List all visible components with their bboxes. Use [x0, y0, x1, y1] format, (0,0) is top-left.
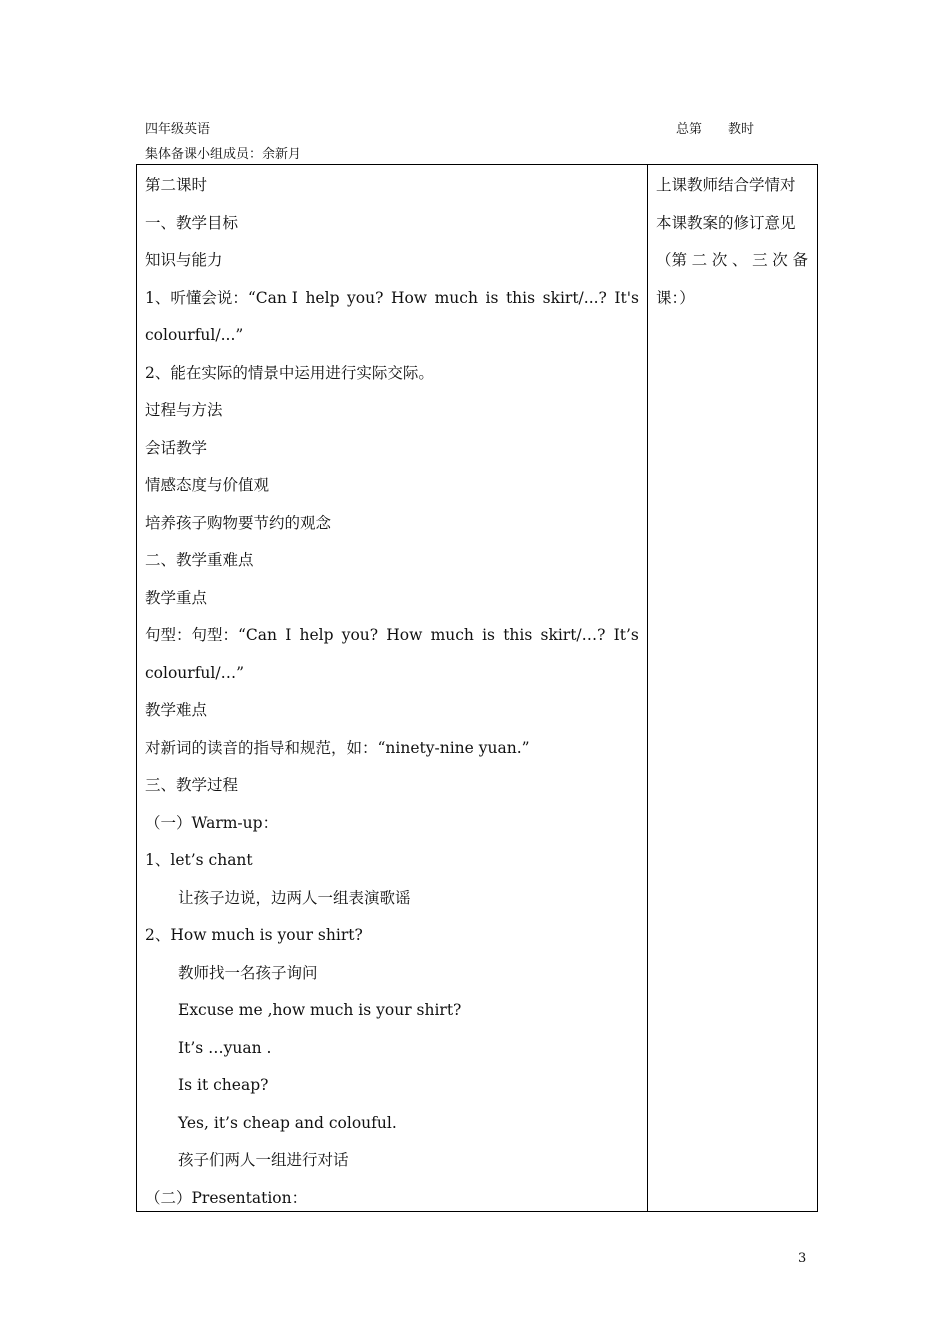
presentation-heading: （二）Presentation：: [145, 1188, 308, 1207]
key-points-heading: 教学重点: [145, 588, 208, 607]
total-label: 总第: [676, 122, 703, 137]
step-1-desc: 让孩子边说，边两人一组表演歌谣: [178, 888, 411, 907]
dialog-line-3: Is it cheap?: [178, 1076, 269, 1094]
pair-talk: 孩子们两人一组进行对话: [178, 1151, 349, 1169]
dialogue-teaching: 会话教学: [145, 438, 208, 457]
objective-1-cont: colourful/...”: [145, 326, 244, 344]
difficulty-desc: 对新词的读音的指导和规范，如：“ninety-nine yuan.”: [145, 738, 530, 757]
lesson-counter: [676, 122, 754, 138]
step-1: 1、let’s chant: [145, 851, 253, 869]
lesson-label: 教时: [728, 122, 755, 137]
page-number: 3: [798, 1251, 807, 1266]
objective-1: 1、听懂会说：“Can I help you? How much is this skirt/...? It's: [145, 288, 639, 307]
dialog-line-1: Excuse me ,how much is your shirt?: [178, 1001, 462, 1019]
dialog-line-4: Yes, it’s cheap and colouful.: [178, 1113, 397, 1132]
knowledge-heading: 知识与能力: [145, 251, 223, 269]
lesson-plan-content: [145, 167, 639, 1217]
step-2: 2、How much is your shirt?: [145, 926, 363, 944]
emotion-goal: 培养孩子购物要节约的观念: [145, 513, 332, 532]
group-members: 集体备课小组成员：余新月: [145, 147, 302, 162]
emotion-heading: 情感态度与价值观: [145, 476, 270, 494]
section-keypoints-title: 二、教学重难点: [145, 551, 254, 569]
objective-2: 2、能在实际的情景中运用进行实际交际。: [145, 363, 434, 382]
section-objectives-title: 一、教学目标: [145, 213, 239, 232]
column-divider: [647, 165, 648, 1211]
sentence-pattern-cont: colourful/…”: [145, 663, 245, 682]
warmup-heading: （一）Warm-up：: [145, 813, 279, 832]
revision-header-line-4: 课：）: [656, 288, 695, 307]
revision-header-line-2: 本课教案的修订意见: [656, 213, 796, 232]
revision-notes-column: [656, 167, 808, 317]
lesson-title: 第二课时: [145, 176, 208, 194]
section-process-title: 三、教学过程: [145, 776, 239, 794]
lesson-plan-table: [136, 164, 818, 1212]
difficulty-heading: 教学难点: [145, 701, 208, 719]
revision-header-line-1: 上课教师结合学情对: [656, 176, 796, 194]
process-method-heading: 过程与方法: [145, 401, 223, 419]
sentence-pattern: 句型：句型：“Can I help you? How much is this skirt/…? It’s: [145, 626, 639, 644]
subject-label: 四年级英语: [145, 122, 211, 137]
revision-header-line-3: （第 二 次 、 三 次 备: [656, 251, 808, 269]
dialog-line-2: It’s …yuan .: [178, 1038, 272, 1057]
step-2-desc: 教师找一名孩子询问: [178, 963, 318, 982]
